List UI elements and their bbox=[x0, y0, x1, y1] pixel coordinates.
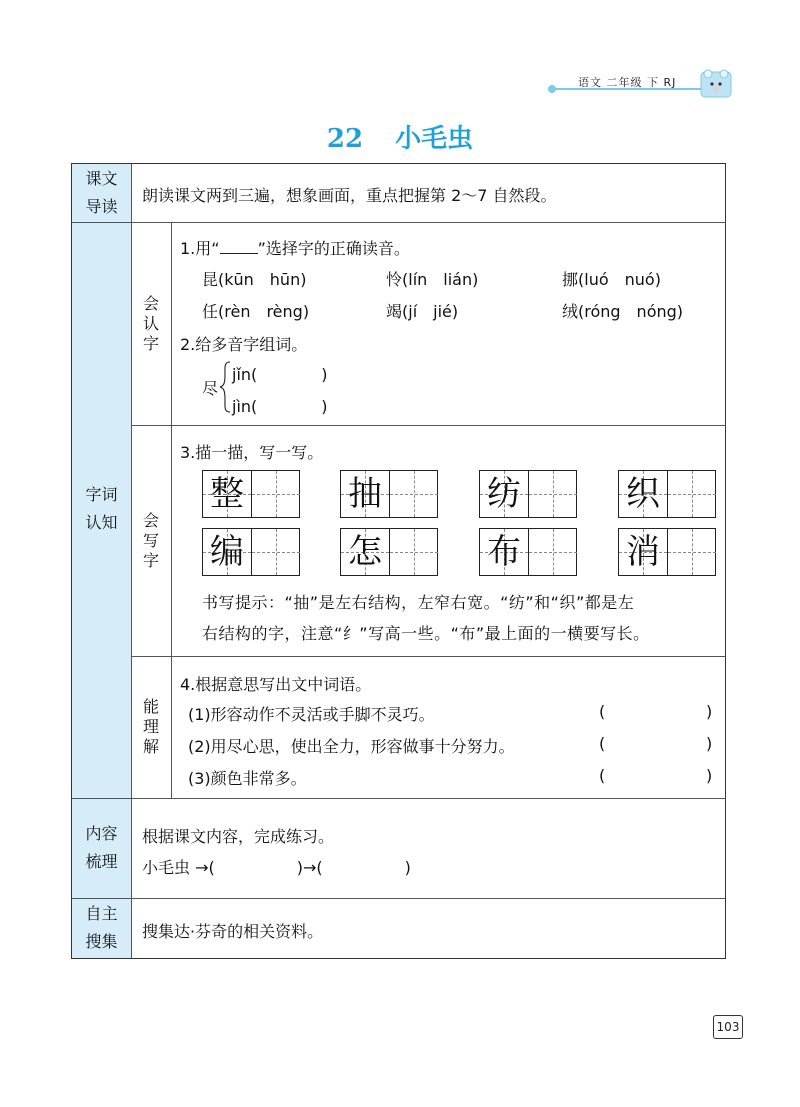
sample-char: 编 bbox=[210, 532, 244, 572]
writing-grid[interactable] bbox=[340, 528, 438, 576]
sample-char: 织 bbox=[626, 474, 660, 514]
reading-item: 竭(jí jié) bbox=[386, 302, 459, 321]
question-3: 3.描一描，写一写。 bbox=[180, 443, 324, 462]
answer-paren-open[interactable]: ( bbox=[599, 766, 606, 785]
sample-char: 消 bbox=[626, 532, 660, 572]
polyphone-char: 尽 bbox=[202, 379, 219, 398]
writing-tip-line-1: 书写提示：“抽”是左右结构，左窄右宽。“纺”和“织”都是左 bbox=[202, 593, 635, 612]
label-nenglijie: 能 理 解 bbox=[142, 697, 159, 756]
kewen-instruction: 朗读课文两到三遍，想象画面，重点把握第 2～7 自然段。 bbox=[142, 186, 557, 205]
label-kewen: 课文 导读 bbox=[85, 169, 118, 216]
label-zici: 字词 认知 bbox=[85, 485, 118, 532]
arrow-right-icon: → bbox=[195, 858, 209, 877]
question-2: 2.给多音字组词。 bbox=[180, 335, 308, 354]
bear-mascot-icon bbox=[700, 68, 732, 98]
reading-item: 挪(luó nuó) bbox=[562, 270, 661, 289]
question-1: 1.用“ ”选择字的正确读音。 bbox=[180, 239, 410, 258]
reading-item: 怜(lín lián) bbox=[386, 270, 479, 289]
question-4: 4.根据意思写出文中词语。 bbox=[180, 675, 372, 694]
underline-sample bbox=[220, 241, 258, 254]
zizhu-instruction: 搜集达·芬奇的相关资料。 bbox=[142, 922, 324, 941]
col-divider-main bbox=[131, 164, 132, 958]
sample-char: 纺 bbox=[487, 474, 521, 514]
row-divider bbox=[72, 898, 725, 899]
label-huixiezi: 会 写 字 bbox=[142, 511, 159, 570]
row-divider bbox=[72, 222, 725, 223]
neirong-instruction: 根据课文内容，完成练习。 bbox=[142, 827, 335, 846]
col-divider-sub bbox=[171, 223, 172, 798]
sample-char: 抽 bbox=[348, 474, 382, 514]
neirong-chain: 小毛虫 →( )→( ) bbox=[142, 858, 411, 877]
label-zizhu: 自主 搜集 bbox=[85, 904, 118, 951]
sample-char: 怎 bbox=[348, 532, 382, 572]
writing-grid[interactable] bbox=[618, 470, 716, 518]
arrow-right-icon: → bbox=[303, 858, 317, 877]
writing-grid[interactable] bbox=[202, 470, 300, 518]
meaning-item: (3)颜色非常多。 bbox=[188, 769, 307, 788]
row-divider bbox=[72, 798, 725, 799]
blank-paren-open[interactable]: ( bbox=[208, 858, 215, 877]
label-huirenzi: 会 认 字 bbox=[142, 294, 159, 353]
reading-item: 任(rèn rèng) bbox=[202, 302, 310, 321]
row-divider bbox=[131, 425, 725, 426]
blank-paren-close: ) bbox=[404, 858, 411, 877]
meaning-item: (2)用尽心思，使出全力，形容做事十分努力。 bbox=[188, 737, 515, 756]
row-divider bbox=[131, 656, 725, 657]
sample-char: 整 bbox=[210, 474, 244, 514]
curly-brace-icon bbox=[219, 361, 231, 413]
blank-paren-close: ) bbox=[296, 858, 304, 877]
writing-grid[interactable] bbox=[479, 470, 577, 518]
polyphone-reading-2: jìn( ) bbox=[232, 397, 328, 416]
meaning-item: (1)形容动作不灵活或手脚不灵巧。 bbox=[188, 705, 435, 724]
lesson-number: 22 bbox=[326, 124, 364, 154]
book-info: 语文 二年级 下 RJ bbox=[578, 76, 677, 89]
writing-grid[interactable] bbox=[340, 470, 438, 518]
writing-grid[interactable] bbox=[479, 528, 577, 576]
writing-grid[interactable] bbox=[618, 528, 716, 576]
blank-paren-open[interactable]: ( bbox=[316, 858, 323, 877]
label-neirong: 内容 梳理 bbox=[85, 824, 118, 871]
lesson-title bbox=[0, 118, 800, 155]
answer-paren-open[interactable]: ( bbox=[599, 702, 606, 721]
writing-grid[interactable] bbox=[202, 528, 300, 576]
reading-item: 昆(kūn hūn) bbox=[202, 270, 307, 289]
lesson-name: 小毛虫 bbox=[395, 124, 474, 154]
answer-paren-open[interactable]: ( bbox=[599, 734, 606, 753]
reading-item: 绒(róng nóng) bbox=[562, 302, 684, 321]
writing-tip-line-2: 右结构的字，注意“纟”写高一些。“布”最上面的一横要写长。 bbox=[202, 624, 650, 643]
answer-paren-close: ) bbox=[706, 702, 713, 721]
worksheet-table bbox=[71, 163, 726, 959]
polyphone-reading-1: jǐn( ) bbox=[232, 365, 328, 384]
sample-char: 布 bbox=[487, 532, 521, 572]
page-number: 103 bbox=[713, 1015, 743, 1039]
answer-paren-close: ) bbox=[706, 734, 713, 753]
answer-paren-close: ) bbox=[706, 766, 713, 785]
